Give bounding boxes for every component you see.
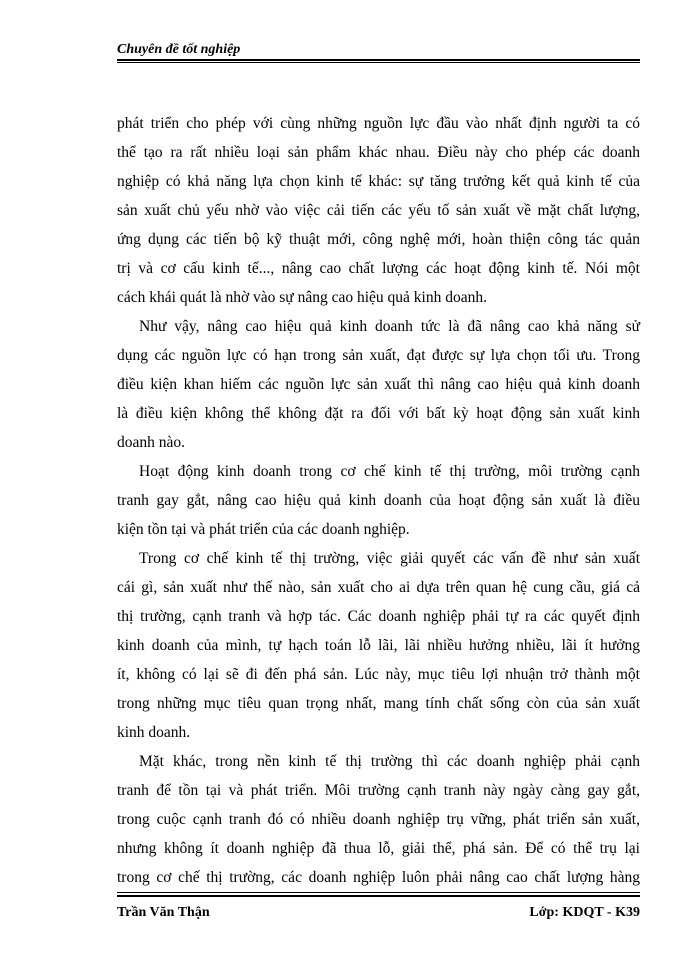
text-line: tranh gay gắt, nâng cao hiệu quả kinh doanh của hoạt động sản xuất là điều <box>117 492 640 509</box>
text-line: dụng các nguồn lực có hạn trong sản xuất, đạt được sự lựa chọn tối ưu. Trong <box>117 347 640 364</box>
text-line: trong cuộc cạnh tranh đó có nhiều doanh nghiệp trụ vững, phát triển sản xuất, <box>117 811 640 828</box>
text-line: cái gì, sản xuất như thế nào, sản xuất cho ai dựa trên quan hệ cung cầu, giá cả <box>117 579 640 596</box>
text-line: Như vậy, nâng cao hiệu quả kinh doanh tức là đã nâng cao khả năng sử <box>139 318 640 335</box>
footer-divider <box>117 895 640 897</box>
text-line: doanh nào. <box>117 434 186 451</box>
text-line: Hoạt động kinh doanh trong cơ chế kinh tế thị trường, môi trường cạnh <box>139 463 640 480</box>
footer-class-label: Lớp: KDQT - K39 <box>529 905 640 920</box>
text-line: điều kiện khan hiếm các nguồn lực sản xuất thì nâng cao hiệu quả kinh doanh <box>117 376 640 393</box>
text-line: kiện tồn tại và phát triển của các doanh nghiệp. <box>117 521 410 538</box>
footer-divider-thin <box>117 892 640 893</box>
text-line: nghiệp có khả năng lựa chọn kinh tế khác: sự tăng trưởng kết quả kinh tế của <box>117 173 640 190</box>
text-line: trị và cơ cấu kinh tế..., nâng cao chất lượng các hoạt động kinh tế. Nói một <box>117 260 640 277</box>
paragraph <box>117 109 640 312</box>
text-line: tranh để tồn tại và phát triển. Môi trường cạnh tranh này ngày càng gay gắt, <box>117 782 640 799</box>
text-line: kinh doanh. <box>117 724 191 741</box>
header-divider-thin <box>117 62 640 63</box>
text-line: Mặt khác, trong nền kinh tế thị trường thì các doanh nghiệp phải cạnh <box>139 753 640 770</box>
text-line: sản xuất chủ yếu nhờ vào việc cải tiến các yếu tố sản xuất về mặt chất lượng, <box>117 202 640 219</box>
text-line: là điều kiện không thể không đặt ra đối với bất kỳ hoạt động sản xuất kinh <box>117 405 640 422</box>
text-line: Trong cơ chế kinh tế thị trường, việc giải quyết các vấn đề như sản xuất <box>139 550 640 567</box>
footer-author: Trần Văn Thận <box>117 905 210 920</box>
text-line: ứng dụng các tiến bộ kỹ thuật mới, công nghệ mới, hoàn thiện công tác quản <box>117 231 640 248</box>
text-line: phát triển cho phép với cùng những nguồn lực đầu vào nhất định người ta có <box>117 115 640 132</box>
text-line: kinh doanh của mình, tự hạch toán lỗ lãi, lãi nhiều hưởng nhiều, lãi ít hưởng <box>117 637 640 654</box>
page-footer <box>117 892 640 932</box>
text-line: trong những mục tiêu quan trọng nhất, mang tính chất sống còn của sản xuất <box>117 695 640 712</box>
paragraph <box>117 312 640 457</box>
document-body <box>117 109 640 892</box>
text-line: thị trường, cạnh tranh và hợp tác. Các doanh nghiệp phải tự ra các quyết định <box>117 608 640 625</box>
text-line: ít, không có lại sẽ đi đến phá sản. Lúc này, mục tiêu lợi nhuận trở thành một <box>117 666 640 683</box>
text-line: trong cơ chế thị trường, các doanh nghiệp luôn phải nâng cao chất lượng hàng <box>117 869 640 886</box>
paragraph <box>117 457 640 544</box>
page-header <box>117 38 640 62</box>
text-line: nhưng không ít doanh nghiệp đã thua lỗ, giải thể, phá sản. Để có thể trụ lại <box>117 840 640 857</box>
header-title: Chuyên đề tốt nghiệp <box>117 42 241 57</box>
text-line: cách khái quát là nhờ vào sự nâng cao hiệu quả kinh doanh. <box>117 289 487 306</box>
paragraph <box>117 747 640 892</box>
text-line: thể tạo ra rất nhiều loại sản phẩm khác nhau. Điều này cho phép các doanh <box>117 144 640 161</box>
paragraph <box>117 544 640 747</box>
header-divider <box>117 59 640 61</box>
